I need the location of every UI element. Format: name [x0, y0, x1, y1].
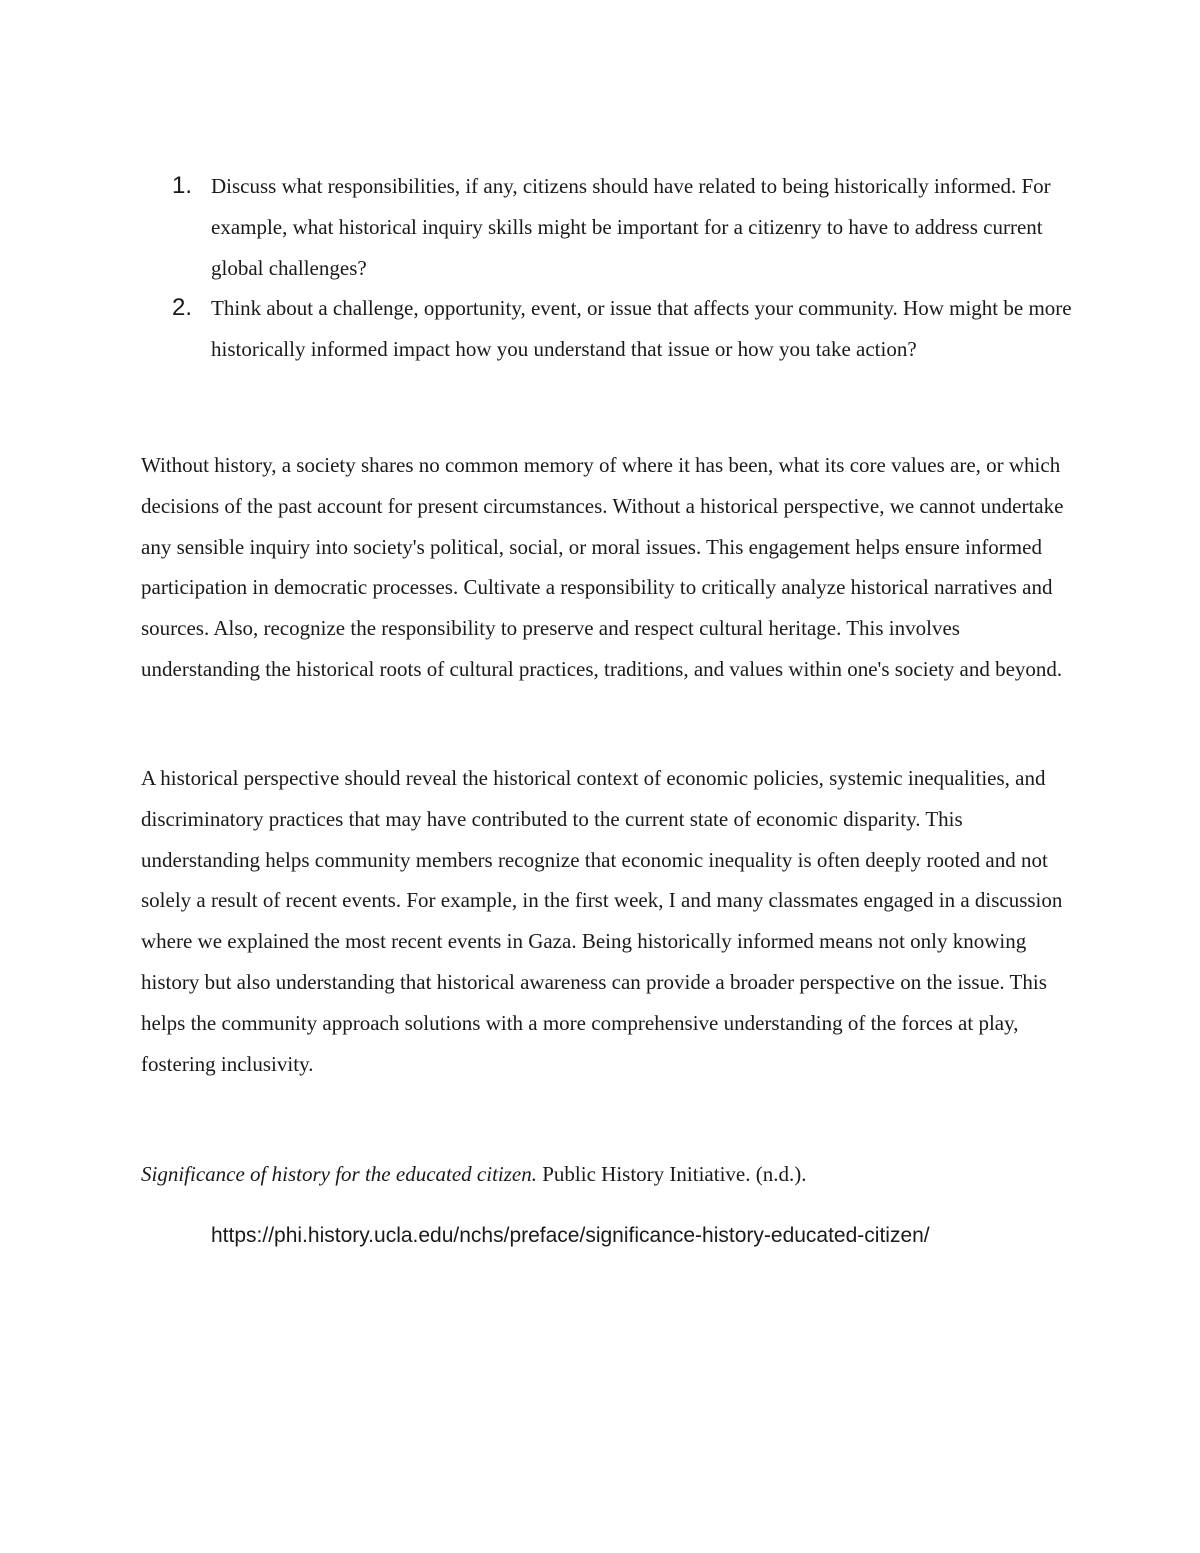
question-text: Think about a challenge, opportunity, event, or issue that affects your community. How might be more historically informed impact how you understand that issue or how you take action? — [211, 296, 1072, 362]
question-list — [172, 166, 1072, 370]
body-paragraph: A historical perspective should reveal the historical context of economic policies, systemic inequalities, and discriminatory practices that may have contributed to the current state of economic disparity. This understanding helps community members recognize that economic inequality is often deeply rooted and not solely a result of recent events. For example, in the first week, I and many classmates engaged in a discussion where we explained the most recent events in Gaza. Being historically informed means not only knowing history but also understanding that historical awareness can provide a broader perspective on the issue. This helps the community approach solutions with a more comprehensive understanding of the forces at play, fostering inclusivity. — [141, 766, 1063, 1076]
citation-source: Public History Initiative. (n.d.). — [537, 1162, 807, 1186]
citation-title: Significance of history for the educated citizen. — [141, 1162, 537, 1186]
body-paragraph: Without history, a society shares no common memory of where it has been, what its core values are, or which decisions of the past account for present circumstances. Without a historical perspective, we cannot undertake any sensible inquiry into society's political, social, or moral issues. This engagement helps ensure informed participation in democratic processes. Cultivate a responsibility to critically analyze historical narratives and sources. Also, recognize the responsibility to preserve and respect cultural heritage. This involves understanding the historical roots of cultural practices, traditions, and values within one's society and beyond. — [141, 453, 1064, 681]
list-item — [172, 288, 1072, 370]
list-number: 1. — [172, 172, 193, 199]
citation — [141, 1154, 1071, 1195]
list-item — [172, 166, 1072, 288]
citation-url[interactable]: https://phi.history.ucla.edu/nchs/preface/significance-history-educated-citizen/ — [211, 1224, 930, 1247]
list-number: 2. — [172, 294, 193, 322]
question-text: Discuss what responsibilities, if any, citizens should have related to being historically informed. For example, what historical inquiry skills might be important for a citizenry to have to address current global challenges? — [211, 174, 1051, 280]
